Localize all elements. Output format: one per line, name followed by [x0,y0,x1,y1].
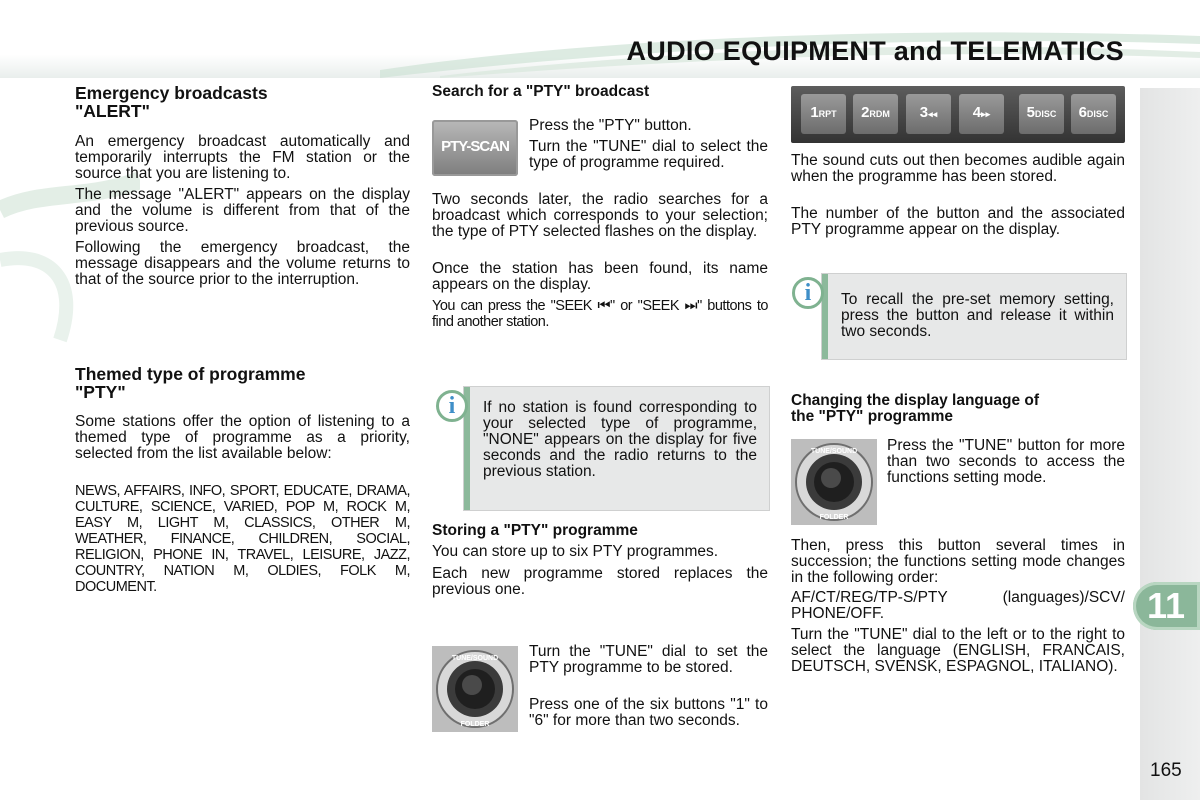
preset-buttons-image [791,86,1125,143]
language-step: Press the "TUNE" button for more than two seconds to access the functions setting mode. [887,437,1125,486]
language-title [791,393,1125,425]
search-step-1: Press the "PTY" button. [529,117,692,134]
pty-themed-title [75,365,410,401]
pty-scan-label: PTY-SCAN [441,138,509,155]
emergency-paragraph-3: Following the emergency broadcast, the message disappears and the volume returns to that of the source prior to the interruption. [75,239,410,288]
emergency-title-line2: "ALERT" [75,101,150,121]
tune-knob-image-language [791,439,877,525]
emergency-title [75,84,410,120]
preset-button-5: 5DISC [1019,94,1064,134]
language-paragraph-2: AF/CT/REG/TP-S/PTY (languages)/SCV/ PHONE/OFF. [791,589,1125,622]
pty-themed-title-line2: "PTY" [75,382,126,402]
language-title-line1: Changing the display language of [791,392,1040,409]
knob-bottom-label: FOLDER [460,721,490,728]
preset-button-3: 3◂◂ [906,94,951,134]
tune-knob-image-store [432,646,518,732]
search-paragraph-2: Once the station has been found, its name appears on the display. [432,260,768,293]
pty-scan-button-image [432,120,518,176]
preset-button-2: 2RDM [853,94,898,134]
emergency-title-line1: Emergency broadcasts [75,83,268,103]
emergency-paragraph-1: An emergency broadcast automatically and temporarily interrupts the FM station or the source that you are listening to. [75,133,410,182]
page-title: AUDIO EQUIPMENT and TELEMATICS [626,36,1124,66]
pty-type-list: NEWS, AFFAIRS, INFO, SPORT, EDUCATE, DRAMA, CULTURE, SCIENCE, VARIED, POP M, ROCK M, EASY M, LIGHT M, CLASSICS, OTHER M, WEATHER, FINANCE, CHILDREN, SOCIAL, RELIGION, PHONE IN, TRAVEL, LEISURE, JAZZ, COUNTRY, NATION M, OLDIES, FOLK M, DOCUMENT. [75,483,410,595]
tune-knob-icon [432,646,518,732]
pty-themed-title-line1: Themed type of programme [75,364,306,384]
store-step-1: Turn the "TUNE" dial to set the PTY programme to be stored. [529,643,768,676]
store-step-2: Press one of the six buttons "1" to "6" for more than two seconds. [529,696,768,729]
info-icon: i [436,390,468,422]
storing-paragraph-2: Each new programme stored replaces the previous one. [432,565,768,598]
search-paragraph-1: Two seconds later, the radio searches for a broadcast which corresponds to your selection; the type of PTY selected flashes on the display. [432,191,768,240]
search-pty-title: Search for a "PTY" broadcast [432,83,650,100]
page-number: 165 [1150,760,1182,781]
language-paragraph-1: Then, press this button several times in succession; the functions setting mode changes in the following order: [791,537,1125,586]
search-step-2: Turn the "TUNE" dial to select the type of programme required. [529,138,768,171]
pty-themed-paragraph: Some stations offer the option of listening to a themed type of programme as a priority, selected from the list available below: [75,413,410,462]
chapter-number: 11 [1146,585,1186,626]
info-icon: i [792,277,824,309]
language-title-line2: the "PTY" programme [791,408,953,425]
info-text-recall: To recall the pre-set memory setting, press the button and release it within two seconds. [841,291,1114,340]
emergency-paragraph-2: The message "ALERT" appears on the display and the volume is different from that of the previous source. [75,186,410,235]
knob-bottom-label: FOLDER [819,514,849,521]
tune-knob-icon [791,439,877,525]
storing-paragraph-1: You can store up to six PTY programmes. [432,543,719,560]
language-paragraph-3: Turn the "TUNE" dial to the left or to the right to select the language (ENGLISH, FRANCAIS, DEUTSCH, SVENSK, ESPAGNOL, ITALIANO). [791,626,1125,675]
preset-button-4: 4▸▸ [959,94,1004,134]
preset-paragraph-1: The sound cuts out then becomes audible again when the programme has been stored. [791,152,1125,185]
search-paragraph-3: You can press the "SEEK ⏮" or "SEEK ⏭" buttons to find another station. [432,298,768,330]
preset-button-6: 6DISC [1071,94,1116,134]
preset-paragraph-2: The number of the button and the associated PTY programme appear on the display. [791,205,1125,238]
storing-pty-title: Storing a "PTY" programme [432,522,638,539]
right-margin-strip [1140,88,1200,800]
info-text-no-station: If no station is found corresponding to your selected type of programme, "NONE" appears on the display for five seconds and the radio returns to the previous station. [483,399,757,480]
knob-top-label: TUNE/SOUND [810,448,858,455]
knob-top-label: TUNE/SOUND [451,655,499,662]
preset-button-1: 1RPT [801,94,846,134]
